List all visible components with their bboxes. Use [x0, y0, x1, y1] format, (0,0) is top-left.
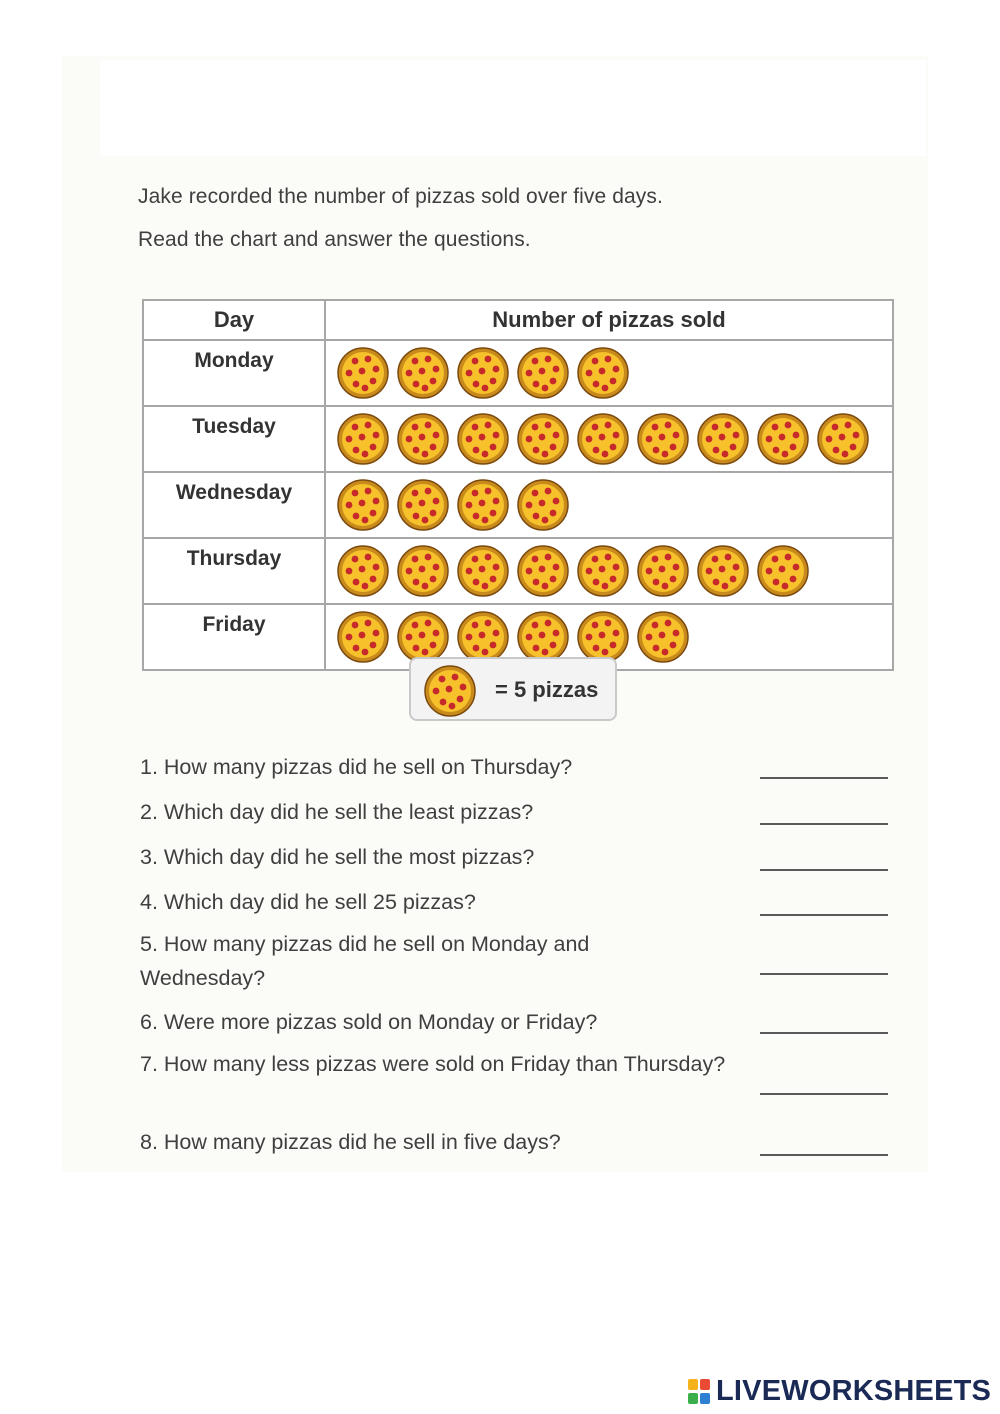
table-row — [143, 340, 893, 406]
pizza-icon — [396, 544, 450, 598]
pizza-icon — [336, 544, 390, 598]
intro-text: Jake recorded the number of pizzas sold over five days. — [138, 185, 663, 208]
logo-square — [688, 1393, 698, 1404]
pizza-icon — [456, 346, 510, 400]
pizza-icon — [756, 544, 810, 598]
pizza-icon — [756, 412, 810, 466]
answer-line-3[interactable] — [760, 869, 888, 871]
brand-name: LIVEWORKSHEETS — [716, 1375, 992, 1407]
pizza-icon — [816, 412, 870, 466]
answer-line-6[interactable] — [760, 1032, 888, 1034]
pizza-icon — [696, 544, 750, 598]
answer-line-5[interactable] — [760, 973, 888, 975]
answer-line-2[interactable] — [760, 823, 888, 825]
logo-square — [700, 1379, 710, 1390]
day-label: Monday — [143, 340, 325, 406]
question-5: 5. How many pizzas did he sell on Monday and Wednesday? — [140, 932, 590, 990]
pictograph-key — [409, 657, 617, 721]
header-band — [100, 60, 926, 156]
question-3: 3. Which day did he sell the most pizzas? — [140, 845, 535, 869]
pizza-icon — [576, 412, 630, 466]
pizza-icon — [456, 478, 510, 532]
pizza-icon — [423, 664, 477, 718]
pizza-icon — [336, 610, 390, 664]
pizza-icon — [336, 478, 390, 532]
pizza-icon — [396, 412, 450, 466]
pizza-icon — [576, 544, 630, 598]
table-header-row — [143, 300, 893, 340]
pizza-icon — [396, 610, 450, 664]
pizza-icon — [456, 412, 510, 466]
pizza-count-cell — [325, 538, 893, 604]
day-label: Tuesday — [143, 406, 325, 472]
pizza-count-cell — [325, 406, 893, 472]
pizza-icon — [696, 412, 750, 466]
question-6: 6. Were more pizzas sold on Monday or Friday? — [140, 1010, 598, 1034]
day-label: Wednesday — [143, 472, 325, 538]
question-7: 7. How many less pizzas were sold on Friday than Thursday? — [140, 1052, 726, 1076]
pizza-icon — [576, 346, 630, 400]
pizza-icon — [396, 478, 450, 532]
key-label: = 5 pizzas — [495, 677, 599, 702]
liveworksheets-logo-icon — [688, 1379, 712, 1405]
pictograph-table — [142, 299, 894, 671]
table-row — [143, 538, 893, 604]
pizza-icon — [516, 544, 570, 598]
pizza-icon — [636, 610, 690, 664]
table-row — [143, 406, 893, 472]
pizza-count-cell — [325, 340, 893, 406]
question-4: 4. Which day did he sell 25 pizzas? — [140, 890, 476, 914]
question-2: 2. Which day did he sell the least pizzas? — [140, 800, 534, 824]
pizza-icon — [456, 544, 510, 598]
header-day: Day — [143, 300, 325, 340]
pizza-icon — [516, 412, 570, 466]
pizza-icon — [336, 412, 390, 466]
pizza-icon — [516, 610, 570, 664]
instructions-text: Read the chart and answer the questions. — [138, 228, 531, 251]
pizza-icon — [576, 610, 630, 664]
logo-square — [688, 1379, 698, 1390]
answer-line-1[interactable] — [760, 777, 888, 779]
pizza-icon — [336, 346, 390, 400]
logo-square — [700, 1393, 710, 1404]
pizza-icon — [396, 346, 450, 400]
table-row — [143, 472, 893, 538]
pizza-icon — [516, 478, 570, 532]
pizza-icon — [636, 544, 690, 598]
pizza-icon — [516, 346, 570, 400]
day-label: Thursday — [143, 538, 325, 604]
header-number-of-pizzas: Number of pizzas sold — [325, 300, 893, 340]
answer-line-4[interactable] — [760, 914, 888, 916]
day-label: Friday — [143, 604, 325, 670]
pizza-icon — [636, 412, 690, 466]
question-1: 1. How many pizzas did he sell on Thursday? — [140, 755, 573, 779]
pizza-icon — [456, 610, 510, 664]
answer-line-8[interactable] — [760, 1154, 888, 1156]
pizza-count-cell — [325, 472, 893, 538]
question-8: 8. How many pizzas did he sell in five days? — [140, 1130, 561, 1154]
answer-line-7[interactable] — [760, 1093, 888, 1095]
